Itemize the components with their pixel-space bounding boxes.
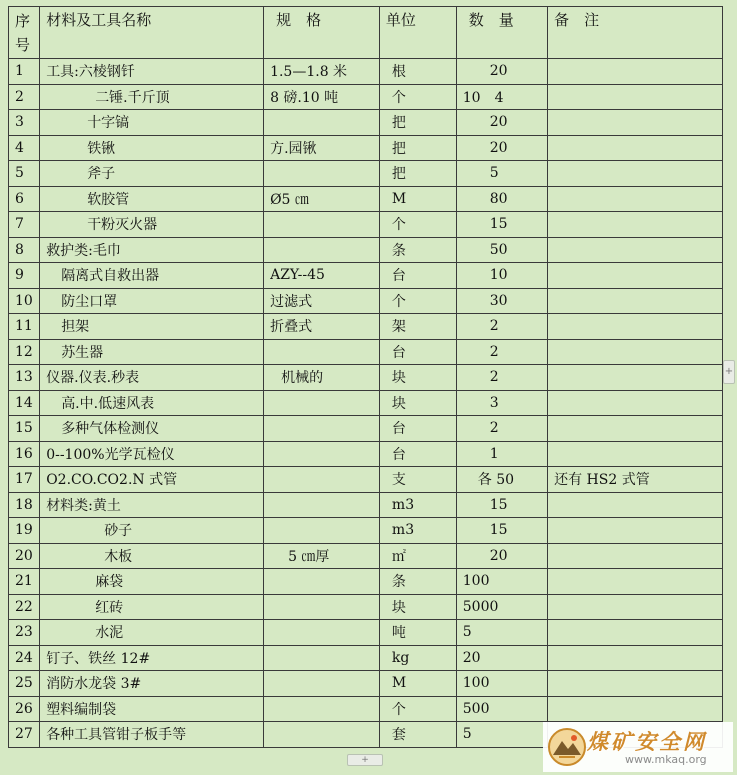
cell-unit: M <box>379 186 456 212</box>
table-row <box>9 110 723 136</box>
cell-name: 水泥 <box>40 620 264 646</box>
cell-unit: 块 <box>379 390 456 416</box>
cell-seq: 1 <box>9 59 40 85</box>
watermark-url: www.mkaq.org <box>625 753 707 766</box>
cell-qty: 2 <box>456 339 547 365</box>
cell-unit: 块 <box>379 594 456 620</box>
cell-spec: 8 磅.10 吨 <box>264 84 380 110</box>
table-row <box>9 543 723 569</box>
cell-seq: 5 <box>9 161 40 187</box>
cell-qty: 5000 <box>456 594 547 620</box>
cell-spec <box>264 722 380 748</box>
cell-name: 红砖 <box>40 594 264 620</box>
cell-seq: 19 <box>9 518 40 544</box>
cell-spec: AZY--45 <box>264 263 380 289</box>
cell-name: 麻袋 <box>40 569 264 595</box>
cell-qty: 20 <box>456 543 547 569</box>
header-seq: 序号 <box>9 7 40 59</box>
cell-unit: m3 <box>379 518 456 544</box>
cell-unit: 把 <box>379 161 456 187</box>
cell-spec <box>264 339 380 365</box>
cell-seq: 3 <box>9 110 40 136</box>
table-row <box>9 59 723 85</box>
cell-qty: 50 <box>456 237 547 263</box>
table-row <box>9 212 723 238</box>
cell-note <box>548 518 723 544</box>
cell-qty: 15 <box>456 518 547 544</box>
cell-name: 材料类:黄土 <box>40 492 264 518</box>
cell-spec: Ø5 ㎝ <box>264 186 380 212</box>
cell-unit: 支 <box>379 467 456 493</box>
cell-spec: 机械的 <box>264 365 380 391</box>
cell-name: 仪器.仪表.秒表 <box>40 365 264 391</box>
table-row <box>9 467 723 493</box>
cell-note <box>548 110 723 136</box>
cell-spec: 折叠式 <box>264 314 380 340</box>
cell-unit: 根 <box>379 59 456 85</box>
bottom-expand-button[interactable]: + <box>347 754 383 766</box>
cell-name: 担架 <box>40 314 264 340</box>
cell-spec <box>264 390 380 416</box>
header-row <box>9 7 723 59</box>
cell-name: 软胶管 <box>40 186 264 212</box>
header-spec: 规 格 <box>264 7 380 59</box>
cell-seq: 4 <box>9 135 40 161</box>
cell-seq: 25 <box>9 671 40 697</box>
cell-name: 0--100%光学瓦检仪 <box>40 441 264 467</box>
cell-spec <box>264 671 380 697</box>
cell-unit: kg <box>379 645 456 671</box>
cell-seq: 20 <box>9 543 40 569</box>
table-row <box>9 390 723 416</box>
cell-unit: 架 <box>379 314 456 340</box>
cell-qty: 20 <box>456 135 547 161</box>
table-row <box>9 365 723 391</box>
cell-seq: 12 <box>9 339 40 365</box>
cell-unit: 个 <box>379 696 456 722</box>
cell-seq: 24 <box>9 645 40 671</box>
cell-unit: 条 <box>379 569 456 595</box>
cell-qty: 500 <box>456 696 547 722</box>
table-row <box>9 161 723 187</box>
cell-unit: 套 <box>379 722 456 748</box>
cell-qty: 15 <box>456 212 547 238</box>
table-row <box>9 441 723 467</box>
table-row <box>9 186 723 212</box>
cell-seq: 22 <box>9 594 40 620</box>
cell-note <box>548 671 723 697</box>
header-note: 备 注 <box>548 7 723 59</box>
cell-unit: 把 <box>379 110 456 136</box>
table-row <box>9 492 723 518</box>
cell-spec <box>264 237 380 263</box>
cell-spec <box>264 110 380 136</box>
cell-name: 隔离式自救出器 <box>40 263 264 289</box>
cell-unit: 个 <box>379 212 456 238</box>
cell-unit: 吨 <box>379 620 456 646</box>
table-row <box>9 620 723 646</box>
cell-spec: 1.5—1.8 米 <box>264 59 380 85</box>
cell-unit: 把 <box>379 135 456 161</box>
table-row <box>9 84 723 110</box>
cell-qty: 20 <box>456 645 547 671</box>
cell-note <box>548 594 723 620</box>
cell-name: 高.中.低速风表 <box>40 390 264 416</box>
cell-spec <box>264 161 380 187</box>
cell-note <box>548 237 723 263</box>
cell-qty: 100 <box>456 671 547 697</box>
cell-seq: 21 <box>9 569 40 595</box>
table-row <box>9 135 723 161</box>
cell-unit: 个 <box>379 288 456 314</box>
table-row <box>9 263 723 289</box>
cell-name: 消防水龙袋 3# <box>40 671 264 697</box>
cell-note <box>548 339 723 365</box>
cell-qty: 2 <box>456 365 547 391</box>
cell-name: 苏生器 <box>40 339 264 365</box>
table-row <box>9 645 723 671</box>
cell-spec: 方.园锹 <box>264 135 380 161</box>
cell-seq: 17 <box>9 467 40 493</box>
cell-seq: 16 <box>9 441 40 467</box>
cell-seq: 6 <box>9 186 40 212</box>
cell-spec <box>264 441 380 467</box>
cell-qty: 100 <box>456 569 547 595</box>
cell-seq: 2 <box>9 84 40 110</box>
cell-note <box>548 569 723 595</box>
cell-name: 砂子 <box>40 518 264 544</box>
table-row <box>9 671 723 697</box>
cell-unit: 个 <box>379 84 456 110</box>
cell-name: 铁锹 <box>40 135 264 161</box>
cell-unit: 块 <box>379 365 456 391</box>
cell-note <box>548 365 723 391</box>
cell-name: 斧子 <box>40 161 264 187</box>
table-row <box>9 288 723 314</box>
table-row <box>9 237 723 263</box>
cell-spec <box>264 467 380 493</box>
cell-unit: 台 <box>379 263 456 289</box>
cell-unit: ㎡ <box>379 543 456 569</box>
cell-spec <box>264 696 380 722</box>
cell-spec: 过滤式 <box>264 288 380 314</box>
cell-note <box>548 416 723 442</box>
cell-name: 十字镐 <box>40 110 264 136</box>
watermark <box>543 722 733 772</box>
cell-seq: 7 <box>9 212 40 238</box>
table-row <box>9 594 723 620</box>
cell-note: 还有 HS2 式管 <box>548 467 723 493</box>
cell-qty: 2 <box>456 416 547 442</box>
cell-seq: 23 <box>9 620 40 646</box>
cell-note <box>548 212 723 238</box>
cell-qty: 10 4 <box>456 84 547 110</box>
cell-qty: 30 <box>456 288 547 314</box>
cell-note <box>548 390 723 416</box>
table-row <box>9 569 723 595</box>
cell-qty: 80 <box>456 186 547 212</box>
cell-qty: 3 <box>456 390 547 416</box>
table-row <box>9 416 723 442</box>
cell-unit: 台 <box>379 441 456 467</box>
cell-qty: 5 <box>456 161 547 187</box>
cell-seq: 14 <box>9 390 40 416</box>
cell-note <box>548 645 723 671</box>
cell-qty: 2 <box>456 314 547 340</box>
cell-qty: 1 <box>456 441 547 467</box>
cell-qty: 20 <box>456 59 547 85</box>
cell-note <box>548 314 723 340</box>
cell-unit: m3 <box>379 492 456 518</box>
cell-seq: 13 <box>9 365 40 391</box>
cell-spec <box>264 518 380 544</box>
mine-logo-icon <box>547 727 587 767</box>
cell-note <box>548 288 723 314</box>
cell-qty: 各 50 <box>456 467 547 493</box>
cell-spec <box>264 492 380 518</box>
cell-spec <box>264 416 380 442</box>
cell-unit: 台 <box>379 339 456 365</box>
cell-note <box>548 543 723 569</box>
table-row <box>9 339 723 365</box>
cell-seq: 18 <box>9 492 40 518</box>
materials-table <box>8 6 723 748</box>
cell-note <box>548 620 723 646</box>
cell-qty: 15 <box>456 492 547 518</box>
cell-name: 干粉灭火器 <box>40 212 264 238</box>
cell-name: 多种气体检测仪 <box>40 416 264 442</box>
cell-note <box>548 161 723 187</box>
cell-seq: 11 <box>9 314 40 340</box>
cell-note <box>548 59 723 85</box>
cell-note <box>548 492 723 518</box>
watermark-title: 煤矿安全网 <box>587 730 707 754</box>
cell-name: 防尘口罩 <box>40 288 264 314</box>
cell-spec <box>264 645 380 671</box>
cell-spec <box>264 620 380 646</box>
cell-spec <box>264 569 380 595</box>
cell-spec <box>264 594 380 620</box>
cell-qty: 20 <box>456 110 547 136</box>
header-unit: 单位 <box>379 7 456 59</box>
cell-name: 钉子、铁丝 12# <box>40 645 264 671</box>
cell-unit: 台 <box>379 416 456 442</box>
cell-unit: 条 <box>379 237 456 263</box>
cell-name: 塑料编制袋 <box>40 696 264 722</box>
cell-note <box>548 263 723 289</box>
cell-unit: M <box>379 671 456 697</box>
cell-seq: 26 <box>9 696 40 722</box>
cell-note <box>548 84 723 110</box>
cell-qty: 5 <box>456 620 547 646</box>
cell-name: 各种工具管钳子板手等 <box>40 722 264 748</box>
table-row <box>9 696 723 722</box>
side-expand-button[interactable]: + <box>723 360 735 384</box>
table-row <box>9 314 723 340</box>
cell-note <box>548 696 723 722</box>
cell-seq: 15 <box>9 416 40 442</box>
cell-name: 木板 <box>40 543 264 569</box>
cell-seq: 27 <box>9 722 40 748</box>
table-row <box>9 518 723 544</box>
cell-note <box>548 135 723 161</box>
cell-note <box>548 441 723 467</box>
cell-seq: 10 <box>9 288 40 314</box>
cell-seq: 8 <box>9 237 40 263</box>
cell-spec: 5 ㎝厚 <box>264 543 380 569</box>
cell-note <box>548 186 723 212</box>
cell-seq: 9 <box>9 263 40 289</box>
cell-name: O2.CO.CO2.N 式管 <box>40 467 264 493</box>
cell-spec <box>264 212 380 238</box>
cell-qty: 10 <box>456 263 547 289</box>
cell-name: 二锤.千斤顶 <box>40 84 264 110</box>
header-name: 材料及工具名称 <box>40 7 264 59</box>
header-qty: 数 量 <box>456 7 547 59</box>
cell-name: 工具:六棱钢钎 <box>40 59 264 85</box>
cell-name: 救护类:毛巾 <box>40 237 264 263</box>
cell-qty: 5 <box>456 722 547 748</box>
